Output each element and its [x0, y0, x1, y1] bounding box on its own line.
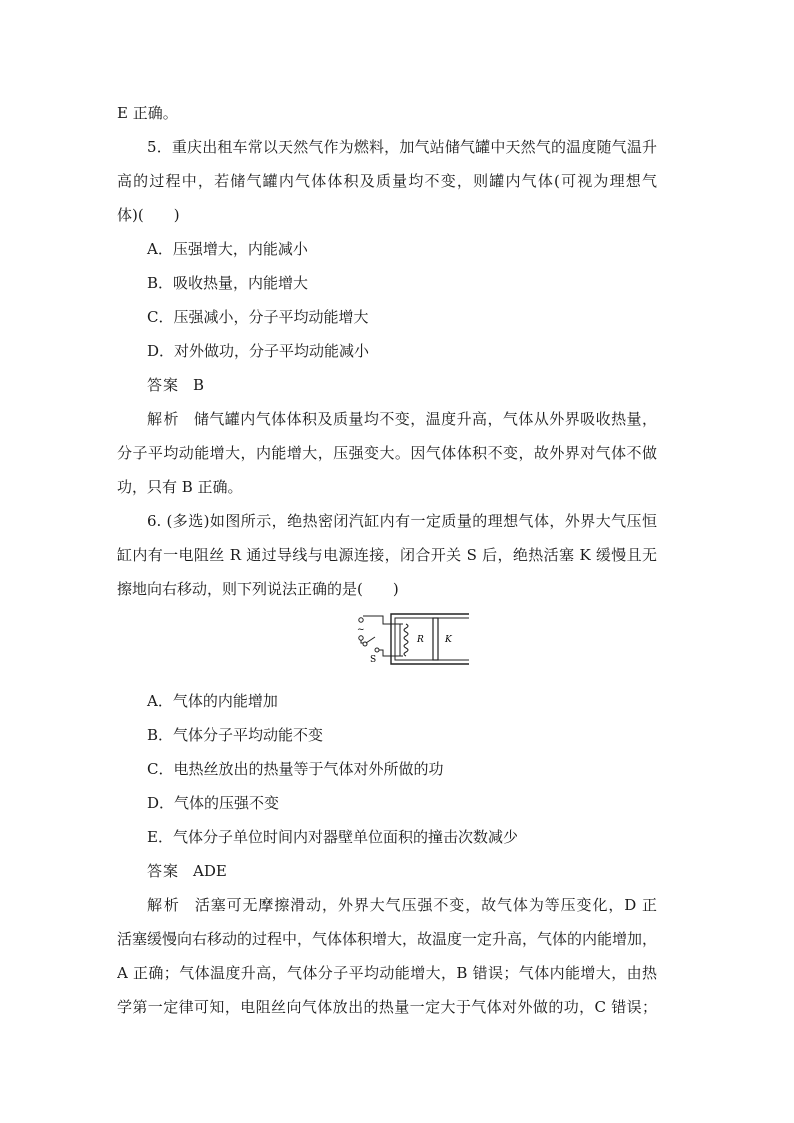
question-5-option-c: C．压强减小，分子平均动能增大 — [147, 308, 369, 326]
explanation-text: 活塞可无摩擦滑动，外界大气压强不变，故气体为等压变化，D 正 — [194, 896, 657, 914]
resistor-label: R — [417, 635, 424, 645]
question-6-option-d: D．气体的压强不变 — [147, 794, 280, 812]
question-6-option-b: B．气体分子平均动能不变 — [147, 726, 324, 744]
question-6-explanation: 学第一定律可知，电阻丝向气体放出的热量一定大于气体对外做的功，C 错误； — [117, 998, 657, 1016]
question-5-stem: 高的过程中，若储气罐内气体体积及质量均不变，则罐内气体(可视为理想气 — [117, 172, 657, 190]
question-5-explanation: 功，只有 B 正确。 — [117, 478, 243, 496]
question-6-option-a: A．气体的内能增加 — [147, 692, 278, 710]
question-6-stem: 6. (多选)如图所示，绝热密闭汽缸内有一定质量的理想气体，外界大气压恒 — [147, 512, 657, 530]
piston-label: K — [445, 635, 452, 645]
question-5-explanation: 分子平均动能增大，内能增大，压强变大。因气体体积不变，故外界对气体不做 — [117, 444, 657, 462]
wire-top — [363, 616, 400, 624]
switch-terminal — [375, 648, 379, 652]
question-6-explanation — [117, 888, 657, 922]
question-6-explanation: A 正确；气体温度升高，气体分子平均动能增大，B 错误；气体内能增大，由热 — [117, 964, 657, 982]
switch-label: S — [370, 655, 377, 665]
explanation-text: 储气罐内气体体积及质量均不变，温度升高，气体从外界吸收热量， — [193, 410, 657, 428]
cylinder-diagram-svg — [353, 610, 469, 668]
question-5-option-d: D．对外做功，分子平均动能减小 — [147, 342, 370, 360]
piston-k — [433, 618, 438, 660]
question-6-stem: 缸内有一电阻丝 R 通过导线与电源连接，闭合开关 S 后，绝热活塞 K 缓慢且无 — [117, 546, 657, 564]
cylinder-diagram — [117, 610, 657, 674]
answer-value: B — [193, 376, 205, 394]
question-5-option-b: B．吸收热量，内能增大 — [147, 274, 309, 292]
answer-value: ADE — [193, 862, 227, 880]
question-5-stem: 体)( ) — [117, 206, 180, 224]
question-6-option-e: E．气体分子单位时间内对器壁单位面积的撞击次数减少 — [147, 828, 518, 846]
question-6-option-c: C．电热丝放出的热量等于气体对外所做的功 — [147, 760, 444, 778]
wire-bottom — [379, 650, 400, 656]
explanation-label: 解析 — [147, 410, 180, 428]
question-6-answer — [117, 854, 657, 888]
source-label: ~ — [357, 625, 365, 635]
answer-label: 答案 — [147, 862, 180, 880]
question-5-explanation — [117, 402, 657, 436]
question-5-answer — [117, 368, 657, 402]
question-5-stem: 5．重庆出租车常以天然气作为燃料，加气站储气罐中天然气的温度随气温升 — [147, 138, 657, 156]
explanation-label: 解析 — [147, 896, 181, 914]
answer-label: 答案 — [147, 376, 180, 394]
question-5-option-a: A．压强增大，内能减小 — [147, 240, 308, 258]
document-page — [117, 96, 657, 1024]
text-line: E 正确。 — [117, 104, 178, 122]
source-terminal — [359, 618, 363, 622]
source-terminal — [359, 636, 363, 640]
question-6-explanation: 活塞缓慢向右移动的过程中，气体体积增大，故温度一定升高，气体的内能增加， — [117, 930, 657, 948]
switch-lever — [366, 637, 375, 643]
resistor-coil — [404, 624, 408, 656]
question-6-stem: 擦地向右移动，则下列说法正确的是( ) — [117, 580, 399, 598]
